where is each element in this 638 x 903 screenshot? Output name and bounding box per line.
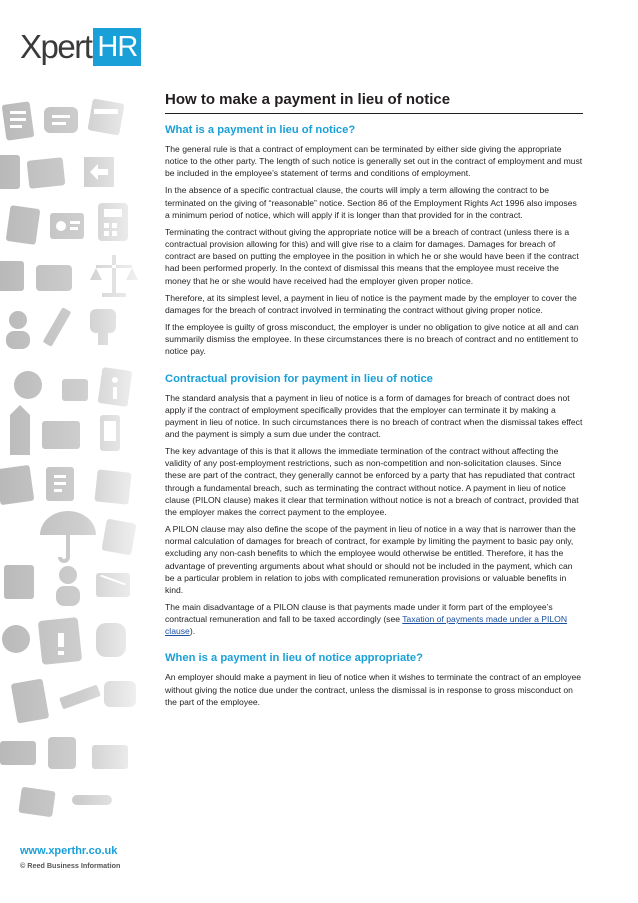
- body-paragraph: The standard analysis that a payment in lieu of notice is a form of damages for breach of contract does not apply if the contract of employment specifically provides that the employer can terminate it by making a payment in lieu of notice. In such circumstances there is no breach of contract when the dismissal takes effect and the payment is simply a sum due under the contract.: [165, 392, 583, 439]
- logo-hr: HR: [93, 28, 141, 66]
- paragraph-text: ).: [189, 626, 196, 637]
- body-paragraph: Terminating the contract without giving the appropriate notice will be a breach of contract (unless there is a contractual provision allowing for this) and will give rise to a claim for damages. Damages for breach of contract are based on putting the employee in the position in which he or she would have been if the contract had been performed properly. In the context of dismissal this means that the employee must receive the money that he or she would have received had the employer given proper notice.: [165, 226, 579, 286]
- body-paragraph: An employer should make a payment in lieu of notice when it wishes to terminate the contract of an employee without giving the notice due under the contract, unless the dismissal is in response to gross misconduct on the part of the employee.: [165, 672, 582, 707]
- paragraph-text: The main disadvantage of a PILON clause is that payments made under it form part of the employee’s contractual remuneration and fall to be taxed accordingly (see: [165, 602, 553, 625]
- footer-copyright: © Reed Business Information: [20, 861, 121, 870]
- taxation-pilon-link[interactable]: Taxation of payments made under a PILON clause: [165, 614, 568, 637]
- page-title: How to make a payment in lieu of notice: [165, 90, 583, 114]
- document-body: [165, 90, 583, 713]
- body-paragraph: The key advantage of this is that it allows the immediate termination of the contract without affecting the validity of any post-employment restrictions, such as non-competition and non-solicitation clauses. Since these are part of the contract, they generally cannot be enforced by a party that has repudiated that contract through a fundamental breach, such as terminating the contract without notice. A payment in lieu of notice clause (PILON clause) makes it clear that termination without notice is not a breach of contract, provided that the employer makes the correct payment to the employee.: [165, 446, 579, 517]
- body-paragraph: If the employee is guilty of gross misconduct, the employer is under no obligation to give notice at all and can summarily dismiss the employee. In these circumstances there is no breach of contract and no entitlement to notice pay.: [165, 322, 579, 357]
- body-paragraph: Therefore, at its simplest level, a payment in lieu of notice is the payment made by the employer to cover the damages for the breach of contract involved in terminating the contract without giving proper notice.: [165, 292, 577, 315]
- body-paragraph: A PILON clause may also define the scope of the payment in lieu of notice in a way that is narrower than the normal calculation of damages for breach of contract, for example by limiting the payment to basic pay only, excluding any non-cash benefits to which the employee would otherwise be entitled. Therefore, it has the advantage of preventing arguments about what should or should not be included in the payment, which can be a particular problem in relation to jobs with complicated remuneration provisions or valuable benefits in kind.: [165, 524, 576, 595]
- body-paragraph-with-link: [165, 601, 583, 637]
- body-paragraph: In the absence of a specific contractual clause, the courts will imply a term allowing the contract to be terminated on the giving of “reasonable” notice. Section 86 of the Employment Rights Act 1996 also imposes a minimum period of notice, which will apply if it is longer than that provided for in the contract.: [165, 185, 577, 220]
- section-heading: Contractual provision for payment in lieu of notice: [165, 372, 433, 385]
- xperthr-logo: [20, 27, 141, 67]
- decorative-icon-pattern: [0, 95, 150, 830]
- footer-website-link[interactable]: www.xperthr.co.uk: [20, 845, 118, 857]
- body-paragraph: The general rule is that a contract of employment can be terminated by either side giving the appropriate notice to the other party. The length of such notice is generally set out in the contract of employment and must be included in the employee’s statement of terms and conditions of employment.: [165, 144, 583, 179]
- logo-xpert: Xpert: [20, 28, 92, 65]
- section-heading: When is a payment in lieu of notice appropriate?: [165, 652, 423, 665]
- section-heading: What is a payment in lieu of notice?: [165, 124, 356, 136]
